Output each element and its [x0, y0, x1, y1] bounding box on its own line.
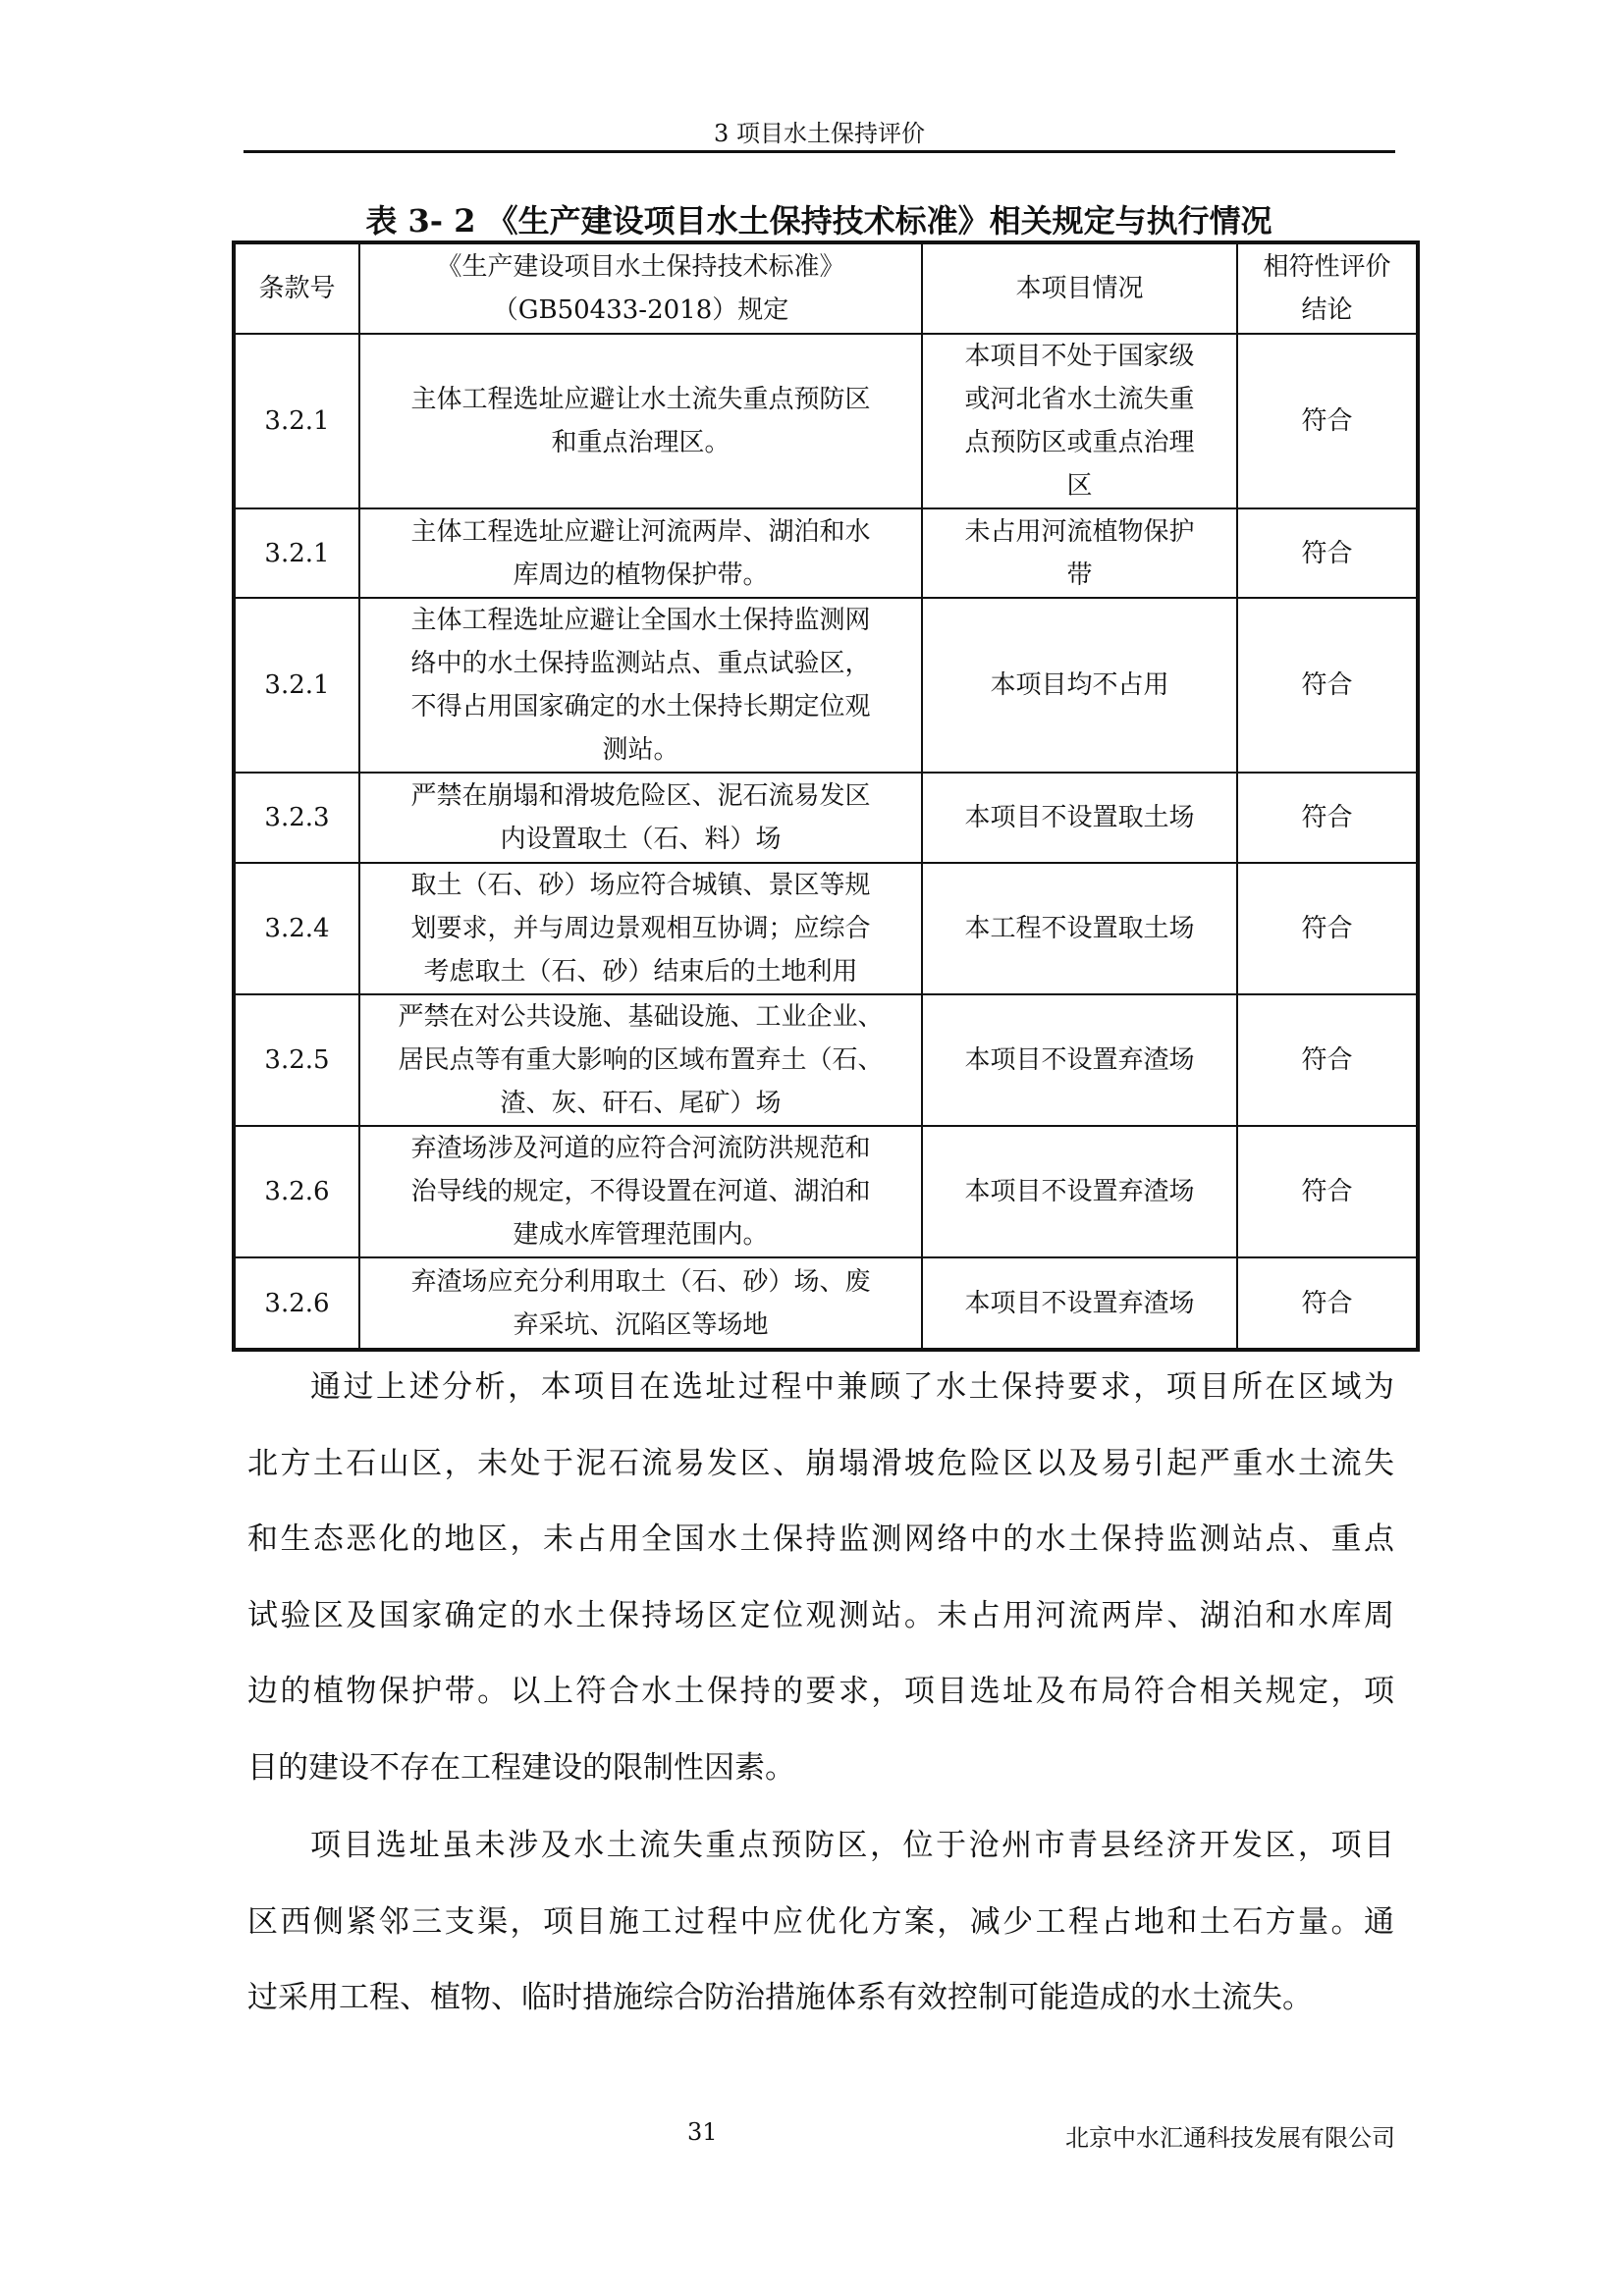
header-divider: [244, 150, 1395, 153]
footer-company: 北京中水汇通科技发展有限公司: [1065, 2124, 1395, 2152]
regulation-compliance-table: [232, 240, 1420, 1352]
clause-cell: 3.2.3: [234, 773, 359, 863]
paragraph-line: 过采用工程、植物、临时措施综合防治措施体系有效控制可能造成的水土流失。: [247, 1980, 1313, 2015]
paragraph-line: 北方土石山区，未处于泥石流易发区、崩塌滑坡危险区以及易引起严重水土流失: [247, 1445, 1394, 1481]
status-cell: 本项目不设置取土场: [922, 773, 1237, 863]
status-cell: 本项目不设置弃渣场: [922, 994, 1237, 1126]
status-cell: 本项目均不占用: [922, 598, 1237, 773]
rule-cell: 主体工程选址应避让全国水土保持监测网 络中的水土保持监测站点、重点试验区， 不得占用国家确定的水土保持长期定位观 测站。: [359, 598, 922, 773]
result-cell: 符合: [1237, 1257, 1418, 1350]
table-row: [234, 334, 1418, 508]
paragraph-line: 和生态恶化的地区，未占用全国水土保持监测网络中的水土保持监测站点、重点: [247, 1522, 1394, 1557]
rule-cell: 取土（石、砂）场应符合城镇、景区等规 划要求，并与周边景观相互协调；应综合 考虑取土（石、砂）结束后的土地利用: [359, 863, 922, 994]
clause-cell: 3.2.6: [234, 1257, 359, 1350]
status-cell: 本项目不设置弃渣场: [922, 1257, 1237, 1350]
result-cell: 符合: [1237, 863, 1418, 994]
table-row: [234, 773, 1418, 863]
table-title: 表 3- 2 《生产建设项目水土保持技术标准》相关规定与执行情况: [365, 202, 1272, 240]
paragraph-line: 通过上述分析，本项目在选址过程中兼顾了水土保持要求，项目所在区域为: [310, 1369, 1394, 1405]
table-row: [234, 1126, 1418, 1257]
paragraph-line: 区西侧紧邻三支渠，项目施工过程中应优化方案，减少工程占地和土石方量。通: [247, 1903, 1394, 1940]
running-header: 3 项目水土保持评价: [714, 120, 925, 147]
table-row: [234, 1257, 1418, 1350]
column-header-result: 相符性评价 结论: [1237, 242, 1418, 334]
status-cell: 本项目不设置弃渣场: [922, 1126, 1237, 1257]
rule-cell: 弃渣场涉及河道的应符合河流防洪规范和 治导线的规定，不得设置在河道、湖泊和 建成水库管理范围内。: [359, 1126, 922, 1257]
table-row: [234, 994, 1418, 1126]
table-row: [234, 508, 1418, 598]
status-cell: 本项目不处于国家级 或河北省水土流失重 点预防区或重点治理 区: [922, 334, 1237, 508]
result-cell: 符合: [1237, 598, 1418, 773]
status-cell: 未占用河流植物保护 带: [922, 508, 1237, 598]
rule-cell: 严禁在崩塌和滑坡危险区、泥石流易发区 内设置取土（石、料）场: [359, 773, 922, 863]
table-header-row: [234, 242, 1418, 334]
clause-cell: 3.2.1: [234, 334, 359, 508]
clause-cell: 3.2.6: [234, 1126, 359, 1257]
table-row: [234, 863, 1418, 994]
analysis-paragraph-2: [247, 1808, 1394, 2037]
table-row: [234, 598, 1418, 773]
column-header-rule: 《生产建设项目水土保持技术标准》 （GB50433-2018）规定: [359, 242, 922, 334]
paragraph-line: 边的植物保护带。以上符合水土保持的要求，项目选址及布局符合相关规定，项: [247, 1674, 1394, 1709]
clause-cell: 3.2.4: [234, 863, 359, 994]
paragraph-line: 目的建设不存在工程建设的限制性因素。: [247, 1749, 795, 1786]
clause-cell: 3.2.5: [234, 994, 359, 1126]
result-cell: 符合: [1237, 994, 1418, 1126]
clause-cell: 3.2.1: [234, 508, 359, 598]
result-cell: 符合: [1237, 773, 1418, 863]
clause-cell: 3.2.1: [234, 598, 359, 773]
paragraph-line: 试验区及国家确定的水土保持场区定位观测站。未占用河流两岸、湖泊和水库周: [247, 1597, 1394, 1633]
rule-cell: 主体工程选址应避让河流两岸、湖泊和水 库周边的植物保护带。: [359, 508, 922, 598]
rule-cell: 主体工程选址应避让水土流失重点预防区 和重点治理区。: [359, 334, 922, 508]
rule-cell: 弃渣场应充分利用取土（石、砂）场、废 弃采坑、沉陷区等场地: [359, 1257, 922, 1350]
analysis-paragraph-1: [247, 1350, 1394, 1806]
result-cell: 符合: [1237, 1126, 1418, 1257]
page-number: 31: [687, 2118, 718, 2146]
status-cell: 本工程不设置取土场: [922, 863, 1237, 994]
column-header-status: 本项目情况: [922, 242, 1237, 334]
rule-cell: 严禁在对公共设施、基础设施、工业企业、 居民点等有重大影响的区域布置弃土（石、 渣、灰、矸石、尾矿）场: [359, 994, 922, 1126]
result-cell: 符合: [1237, 334, 1418, 508]
result-cell: 符合: [1237, 508, 1418, 598]
paragraph-line: 项目选址虽未涉及水土流失重点预防区，位于沧州市青县经济开发区，项目: [310, 1828, 1394, 1863]
column-header-clause: 条款号: [234, 242, 359, 334]
